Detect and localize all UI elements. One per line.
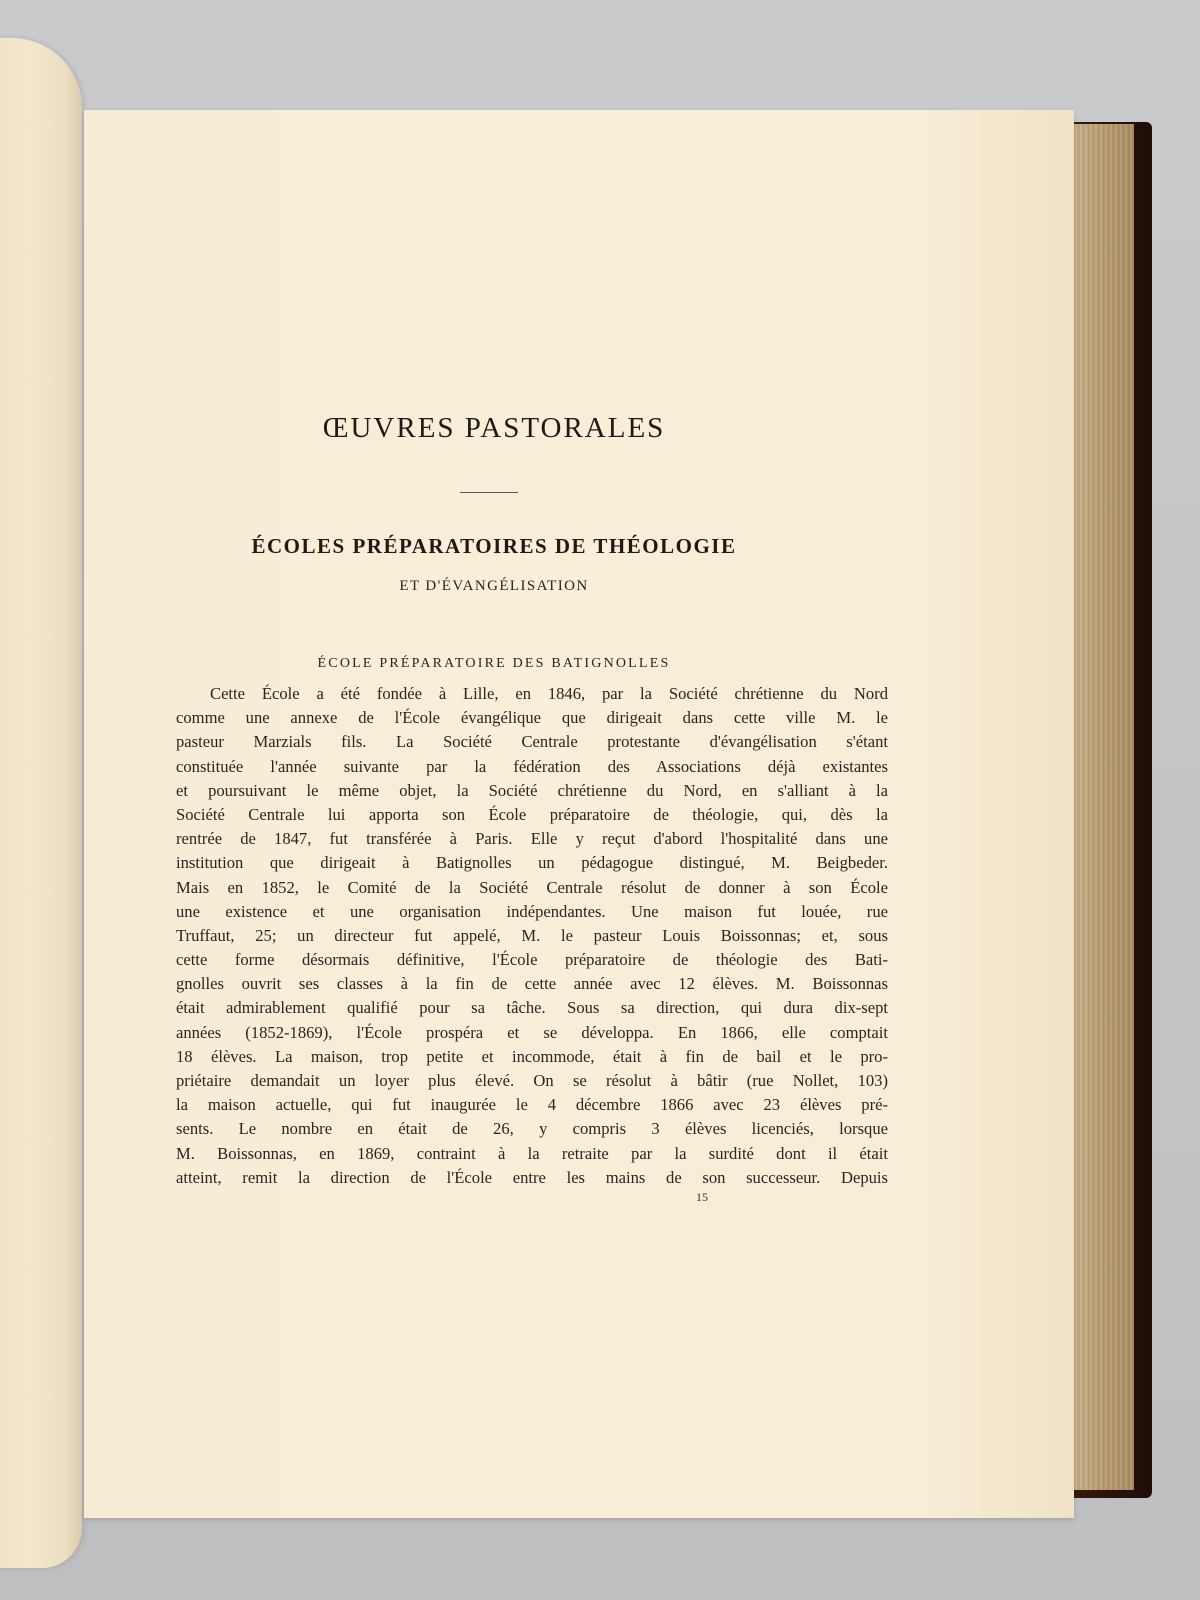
section-title: ÉCOLES PRÉPARATOIRES DE THÉOLOGIE (251, 534, 737, 558)
left-page-edge (0, 38, 82, 1568)
page-block-edges (1068, 124, 1134, 1490)
body-paragraph (176, 682, 888, 1190)
text-line: 18 élèves. La maison, trop petite et incommode, était à fin de bail et le pro- (176, 1046, 888, 1066)
text-line: cette forme désormais définitive, l'École préparatoire de théologie des Bati- (176, 950, 888, 970)
text-line: atteint, remit la direction de l'École entre les mains de son successeur. Depuis (176, 1167, 888, 1187)
text-line: et poursuivant le même objet, la Société chrétienne du Nord, en s'alliant à la (176, 780, 888, 800)
page-number: 15 (696, 1190, 708, 1204)
main-title: ŒUVRES PASTORALES (322, 412, 666, 444)
text-line: Mais en 1852, le Comité de la Société Centrale résolut de donner à son École (176, 877, 888, 897)
text-line: comme une annexe de l'École évangélique que dirigeait dans cette ville M. le (176, 708, 888, 728)
text-line: Cette École a été fondée à Lille, en 1846, par la Société chrétienne du Nord (210, 684, 888, 703)
text-line: M. Boissonnas, en 1869, contraint à la retraite par la surdité dont il était (176, 1143, 888, 1163)
book-page (84, 110, 1074, 1518)
text-line: rentrée de 1847, fut transférée à Paris. Elle y reçut d'abord l'hospitalité dans une (176, 829, 888, 849)
text-line: années (1852-1869), l'École prospéra et se développa. En 1866, elle comptait (176, 1022, 888, 1042)
text-line: Société Centrale lui apporta son École préparatoire de théologie, qui, dès la (176, 804, 888, 824)
text-line: gnolles ouvrit ses classes à la fin de cette année avec 12 élèves. M. Boissonnas (176, 974, 888, 994)
text-line: pasteur Marzials fils. La Société Centrale protestante d'évangélisation s'étant (176, 732, 888, 752)
text-line: était admirablement qualifié pour sa tâche. Sous sa direction, qui dura dix-sept (176, 998, 888, 1018)
text-line: la maison actuelle, qui fut inaugurée le 4 décembre 1866 avec 23 élèves pré- (176, 1095, 888, 1115)
text-line: une existence et une organisation indépendantes. Une maison fut louée, rue (176, 901, 888, 921)
text-line: sents. Le nombre en était de 26, y compris 3 élèves licenciés, lorsque (176, 1119, 888, 1139)
sub-heading: ÉCOLE PRÉPARATOIRE DES BATIGNOLLES (317, 656, 671, 671)
text-line: institution que dirigeait à Batignolles un pédagogue distingué, M. Beigbeder. (176, 853, 888, 873)
text-line: constituée l'année suivante par la fédération des Associations déjà existantes (176, 756, 888, 776)
text-line: priétaire demandait un loyer plus élevé. On se résolut à bâtir (rue Nollet, 103) (176, 1071, 888, 1090)
section-subtitle: ET D'ÉVANGÉLISATION (399, 578, 589, 594)
title-divider (460, 492, 518, 493)
text-line: Truffaut, 25; un directeur fut appelé, M. le pasteur Louis Boissonnas; et, sous (176, 925, 888, 945)
